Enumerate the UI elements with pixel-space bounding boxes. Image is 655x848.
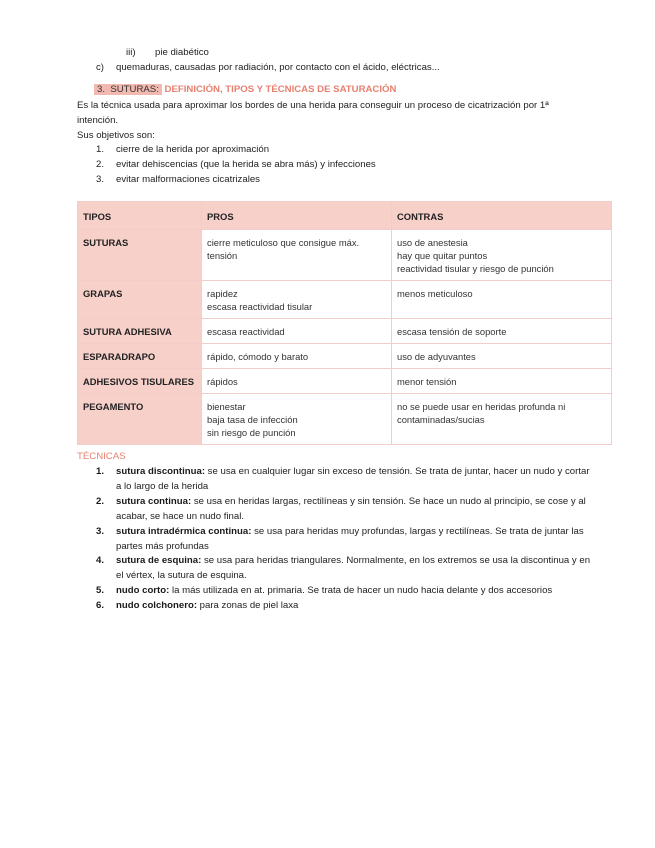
objectives-label: Sus objetivos son: bbox=[77, 130, 155, 141]
contras-line: reactividad tisular y riesgo de punción bbox=[397, 263, 554, 274]
row-contras bbox=[392, 344, 612, 369]
header-contras: CONTRAS bbox=[392, 202, 612, 230]
contras-line: menor tensión bbox=[397, 376, 457, 387]
suture-types-table bbox=[77, 201, 612, 445]
technique-item bbox=[96, 525, 104, 539]
contras-line: menos meticuloso bbox=[397, 288, 473, 299]
pros-line: tensión bbox=[207, 250, 238, 261]
row-type: SUTURA ADHESIVA bbox=[78, 319, 202, 344]
technique-number: 3. bbox=[96, 526, 105, 537]
technique-item bbox=[96, 584, 104, 598]
technique-name: nudo colchonero: bbox=[116, 600, 198, 611]
technique-text bbox=[116, 465, 590, 479]
contras-line: escasa tensión de soporte bbox=[397, 326, 507, 337]
technique-item bbox=[96, 599, 104, 613]
objective-number: 1. bbox=[96, 144, 105, 155]
row-type: ESPARADRAPO bbox=[78, 344, 202, 369]
objective-text: cierre de la herida por aproximación bbox=[116, 144, 270, 155]
technique-name: sutura de esquina: bbox=[116, 555, 202, 566]
row-contras bbox=[392, 369, 612, 394]
table-row bbox=[78, 319, 612, 344]
technique-name: nudo corto: bbox=[116, 585, 170, 596]
pros-line: escasa reactividad bbox=[207, 326, 285, 337]
technique-desc: se usa en cualquier lugar sin exceso de tensión. Se trata de juntar, hacer un nudo y cortar bbox=[205, 466, 590, 477]
contras-line: no se puede usar en heridas profunda ni bbox=[397, 401, 566, 412]
technique-desc: se usa en heridas largas, rectilíneas y sin tensión. Se hace un nudo al principio, se cose y al bbox=[191, 496, 586, 507]
list-item-text: quemaduras, causadas por radiación, por contacto con el ácido, eléctricas... bbox=[116, 62, 440, 73]
technique-name: sutura continua: bbox=[116, 496, 192, 507]
header-tipos: TIPOS bbox=[78, 202, 202, 230]
row-contras bbox=[392, 281, 612, 319]
technique-desc-cont: partes más profundas bbox=[116, 541, 209, 552]
row-contras bbox=[392, 230, 612, 281]
table-row bbox=[78, 281, 612, 319]
contras-line: contaminadas/sucias bbox=[397, 414, 485, 425]
row-pros bbox=[202, 230, 392, 281]
list-marker: iii) bbox=[126, 47, 136, 58]
row-type: SUTURAS bbox=[78, 230, 202, 281]
technique-number: 1. bbox=[96, 466, 105, 477]
row-pros bbox=[202, 344, 392, 369]
intro-line: Es la técnica usada para aproximar los bordes de una herida para conseguir un proceso de cicatrización por 1ª bbox=[77, 100, 549, 111]
technique-item bbox=[96, 554, 104, 568]
row-type: GRAPAS bbox=[78, 281, 202, 319]
pros-line: rapidez bbox=[207, 288, 238, 299]
row-pros bbox=[202, 369, 392, 394]
technique-number: 5. bbox=[96, 585, 105, 596]
section-number: 3. bbox=[97, 84, 106, 95]
technique-text bbox=[116, 599, 298, 613]
table-header-row bbox=[78, 202, 612, 230]
technique-name: sutura intradérmica continua: bbox=[116, 526, 252, 537]
technique-desc-cont: acabar, se hace un nudo final. bbox=[116, 511, 245, 522]
technique-desc: la más utilizada en at. primaria. Se trata de hacer un nudo hacia delante y dos accesorios bbox=[169, 585, 553, 596]
list-marker: c) bbox=[96, 62, 104, 73]
technique-item bbox=[96, 495, 104, 509]
section-title: DEFINICIÓN, TIPOS Y TÉCNICAS DE SATURACIÓN bbox=[164, 84, 397, 95]
list-item-text: pie diabético bbox=[155, 47, 209, 58]
table-row bbox=[78, 344, 612, 369]
technique-text bbox=[116, 495, 586, 509]
pros-line: rápido, cómodo y barato bbox=[207, 351, 309, 362]
technique-text bbox=[116, 525, 584, 539]
technique-desc-cont: a lo largo de la herida bbox=[116, 481, 209, 492]
row-contras bbox=[392, 319, 612, 344]
header-pros: PROS bbox=[202, 202, 392, 230]
table-row bbox=[78, 394, 612, 445]
technique-desc: se usa para heridas triangulares. Normalmente, en los extremos se usa la discontinua y en bbox=[201, 555, 591, 566]
row-pros bbox=[202, 319, 392, 344]
section-heading bbox=[94, 83, 396, 97]
table-row bbox=[78, 369, 612, 394]
objective-number: 2. bbox=[96, 159, 105, 170]
pros-line: sin riesgo de punción bbox=[207, 427, 296, 438]
row-pros bbox=[202, 281, 392, 319]
technique-desc: se usa para heridas muy profundas, largas y rectilíneas. Se trata de juntar las bbox=[251, 526, 584, 537]
contras-line: uso de anestesia bbox=[397, 237, 468, 248]
row-type: PEGAMENTO bbox=[78, 394, 202, 445]
techniques-title: TÉCNICAS bbox=[77, 451, 126, 462]
row-pros bbox=[202, 394, 392, 445]
technique-text bbox=[116, 584, 552, 598]
row-type: ADHESIVOS TISULARES bbox=[78, 369, 202, 394]
contras-line: uso de adyuvantes bbox=[397, 351, 476, 362]
objective-number: 3. bbox=[96, 174, 105, 185]
pros-line: rápidos bbox=[207, 376, 238, 387]
technique-item bbox=[96, 465, 104, 479]
pros-line: cierre meticuloso que consigue máx. bbox=[207, 237, 360, 248]
contras-line: hay que quitar puntos bbox=[397, 250, 488, 261]
technique-number: 4. bbox=[96, 555, 105, 566]
technique-number: 2. bbox=[96, 496, 105, 507]
pros-line: bienestar bbox=[207, 401, 246, 412]
table-row bbox=[78, 230, 612, 281]
technique-number: 6. bbox=[96, 600, 105, 611]
technique-desc: para zonas de piel laxa bbox=[197, 600, 299, 611]
section-number-highlight bbox=[94, 84, 162, 95]
pros-line: baja tasa de infección bbox=[207, 414, 298, 425]
technique-desc-cont: el vértex, la sutura de esquina. bbox=[116, 570, 247, 581]
technique-name: sutura discontinua: bbox=[116, 466, 206, 477]
pros-line: escasa reactividad tisular bbox=[207, 301, 313, 312]
objective-text: evitar malformaciones cicatrizales bbox=[116, 174, 260, 185]
section-highlight: SUTURAS: bbox=[110, 84, 159, 95]
objective-text: evitar dehiscencias (que la herida se abra más) y infecciones bbox=[116, 159, 376, 170]
intro-line: intención. bbox=[77, 115, 119, 126]
row-contras bbox=[392, 394, 612, 445]
technique-text bbox=[116, 554, 590, 568]
